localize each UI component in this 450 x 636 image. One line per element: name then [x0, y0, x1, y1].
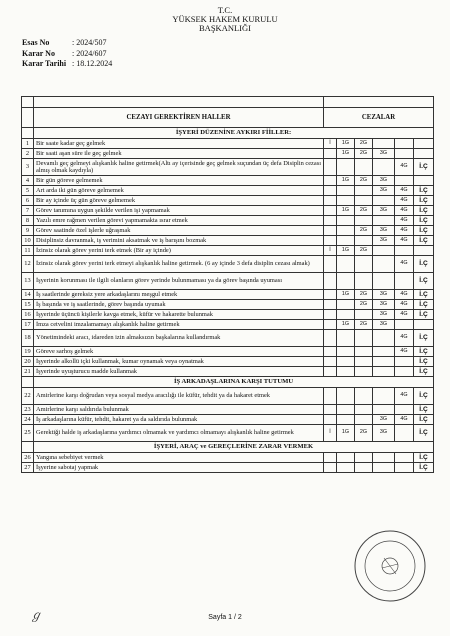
offense-text: İşyerinin korunması ile ilgili olanların görev yerinde bulunmaması ya da görev başında uyuması	[34, 273, 324, 290]
table-row	[22, 415, 434, 425]
penalty-cell: 1G	[337, 246, 355, 256]
row-number: 4	[22, 176, 34, 186]
penalty-cell	[395, 463, 414, 473]
penalty-cell: 4G	[395, 159, 414, 176]
penalty-cell	[324, 196, 337, 206]
offense-text: İş saatlerinde gereksiz yere arkadaşlarını meşgul etmek	[34, 290, 324, 300]
table-row	[22, 196, 434, 206]
penalty-cell	[324, 226, 337, 236]
penalty-cell	[337, 415, 355, 425]
penalty-cell	[337, 226, 355, 236]
official-seal-stamp	[352, 528, 428, 604]
penalty-cell: İ.Ç	[414, 256, 434, 273]
penalty-cell	[337, 196, 355, 206]
penalty-cell	[373, 196, 395, 206]
offense-text: Gerektiği halde iş arkadaşlarına yardımcı olmamak ve yardımcı olmamayı alışkanlık haline getirmek	[34, 425, 324, 442]
penalty-cell: İ.Ç	[414, 367, 434, 377]
penalty-cell	[395, 149, 414, 159]
penalty-cell	[355, 357, 373, 367]
table-row	[22, 186, 434, 196]
penalty-cell	[355, 405, 373, 415]
table-row	[22, 300, 434, 310]
penalty-cell	[337, 388, 355, 405]
penalty-cell	[324, 273, 337, 290]
section-header-row	[22, 128, 434, 139]
penalty-cell: 1G	[337, 206, 355, 216]
penalty-cell: 1G	[337, 139, 355, 149]
penalty-cell: 4G	[395, 206, 414, 216]
penalty-cell: 2G	[355, 226, 373, 236]
penalty-cell	[337, 273, 355, 290]
table-row	[22, 425, 434, 442]
table-row	[22, 357, 434, 367]
table-row	[22, 139, 434, 149]
penalty-cell	[324, 310, 337, 320]
table-row	[22, 246, 434, 256]
meta-karar-value: : 2024/607	[72, 49, 107, 58]
offense-text: Amirlerine karşı doğrudan veya sosyal medya aracılığı ile küfür, tehdit ya da hakaret etmek	[34, 388, 324, 405]
penalty-cell: 4G	[395, 330, 414, 347]
penalty-cell	[337, 216, 355, 226]
penalty-cell: İ	[324, 425, 337, 442]
penalty-cell	[355, 236, 373, 246]
penalty-cell	[324, 256, 337, 273]
row-number: 16	[22, 310, 34, 320]
penalty-cell: İ.Ç	[414, 453, 434, 463]
penalty-cell: 3G	[373, 425, 395, 442]
penalty-cell: 4G	[395, 310, 414, 320]
offense-text: Bir saati aşan süre ile geç gelmek	[34, 149, 324, 159]
penalty-cell: İ.Ç	[414, 236, 434, 246]
page-number: Sayfa 1 / 2	[208, 614, 242, 621]
penalty-cell	[373, 216, 395, 226]
column-header-cezalar: CEZALAR	[324, 108, 434, 128]
penalty-cell: İ.Ç	[414, 405, 434, 415]
penalty-cell: 2G	[355, 176, 373, 186]
penalty-cell	[337, 463, 355, 473]
penalty-cell: İ.Ç	[414, 347, 434, 357]
penalty-cell	[324, 149, 337, 159]
offense-text: Görev saatinde özel işlerle uğraşmak	[34, 226, 324, 236]
penalty-cell	[324, 330, 337, 347]
penalty-cell	[355, 388, 373, 405]
header-institution: YÜKSEK HAKEM KURULU	[172, 14, 278, 24]
penalty-cell	[395, 273, 414, 290]
row-number: 9	[22, 226, 34, 236]
section-header-row	[22, 377, 434, 388]
penalty-cell	[355, 310, 373, 320]
penalty-cell	[355, 216, 373, 226]
penalty-cell	[355, 196, 373, 206]
offense-text: İş arkadaşlarına küfür, tehdit, hakaret ya da saldırıda bulunmak	[34, 415, 324, 425]
penalty-cell: 3G	[373, 300, 395, 310]
offense-text: Art arda iki gün göreve gelmemek	[34, 186, 324, 196]
table-row	[22, 256, 434, 273]
penalty-cell: 2G	[355, 290, 373, 300]
penalty-cell	[324, 300, 337, 310]
penalty-cell: İ.Ç	[414, 330, 434, 347]
penalty-cell: 2G	[355, 320, 373, 330]
penalty-cell	[414, 139, 434, 149]
penalty-cell: 3G	[373, 176, 395, 186]
table-row	[22, 330, 434, 347]
penalty-cell: 1G	[337, 425, 355, 442]
row-number: 22	[22, 388, 34, 405]
penalty-cell	[337, 310, 355, 320]
offense-text: Amirlerine karşı saldırıda bulunmak	[34, 405, 324, 415]
penalty-cell	[373, 367, 395, 377]
table-row	[22, 405, 434, 415]
row-number: 1	[22, 139, 34, 149]
penalty-cell	[324, 347, 337, 357]
meta-karar-label: Karar No	[22, 49, 55, 58]
penalty-cell: 3G	[373, 236, 395, 246]
penalty-cell	[373, 246, 395, 256]
header-department: BAŞKANLIĞI	[199, 23, 251, 33]
meta-esas-value: : 2024/507	[72, 38, 107, 47]
row-number: 21	[22, 367, 34, 377]
row-number: 12	[22, 256, 34, 273]
penalty-cell	[373, 330, 395, 347]
penalty-table	[21, 96, 434, 473]
signature-mark: ℊ	[30, 608, 43, 622]
penalty-cell: İ.Ç	[414, 425, 434, 442]
section-title: İŞ ARKADAŞLARINA KARŞI TUTUMU	[34, 377, 434, 388]
penalty-cell	[373, 139, 395, 149]
penalty-cell	[355, 453, 373, 463]
row-number: 27	[22, 463, 34, 473]
penalty-cell: İ.Ç	[414, 290, 434, 300]
penalty-cell: 3G	[373, 186, 395, 196]
penalty-cell	[395, 176, 414, 186]
penalty-cell	[373, 273, 395, 290]
offense-text: İşyerine sabotaj yapmak	[34, 463, 324, 473]
penalty-cell	[414, 246, 434, 256]
penalty-cell: İ.Ç	[414, 196, 434, 206]
penalty-cell	[324, 236, 337, 246]
table-row	[22, 310, 434, 320]
offense-text: İzinsiz olarak görev yerini terk etmek (Bir ay içinde)	[34, 246, 324, 256]
section-title: İŞYERİ DÜZENİNE AYKIRI FİİLLER:	[34, 128, 434, 139]
column-header-row	[22, 108, 434, 128]
offense-text: İmza cetvelini imzalamamayı alışkanlık haline getirmek	[34, 320, 324, 330]
offense-text: Disiplinsiz davranmak, iş verimini aksatmak ve iş barışını bozmak	[34, 236, 324, 246]
offense-text: Devamlı geç gelmeyi alışkanlık haline getirmek(Altı ay içerisinde geç gelmek suçundan üç defa Disiplin cezası almış olmak kaydıyla)	[34, 159, 324, 176]
penalty-cell	[373, 159, 395, 176]
penalty-cell	[337, 236, 355, 246]
table-row	[22, 236, 434, 246]
penalty-cell: İ	[324, 246, 337, 256]
offense-text: Yazılı emre rağmen verilen görevi yapmamakta ısrar etmek	[34, 216, 324, 226]
row-number: 6	[22, 196, 34, 206]
offense-text: Yangına sebebiyet vermek	[34, 453, 324, 463]
meta-esas-label: Esas No	[22, 38, 50, 47]
table-row	[22, 290, 434, 300]
penalty-cell	[373, 347, 395, 357]
penalty-cell	[324, 320, 337, 330]
row-number: 17	[22, 320, 34, 330]
penalty-cell: 3G	[373, 310, 395, 320]
penalty-cell: 4G	[395, 186, 414, 196]
penalty-cell	[337, 357, 355, 367]
penalty-cell: İ.Ç	[414, 388, 434, 405]
offense-text: Görev tanımına uygun şekilde verilen işi yapmamak	[34, 206, 324, 216]
penalty-cell	[324, 290, 337, 300]
table-row	[22, 463, 434, 473]
penalty-cell: İ.Ç	[414, 216, 434, 226]
penalty-cell: 3G	[373, 320, 395, 330]
penalty-cell: İ.Ç	[414, 226, 434, 236]
penalty-cell	[395, 453, 414, 463]
table-row	[22, 388, 434, 405]
row-number: 19	[22, 347, 34, 357]
penalty-cell	[395, 139, 414, 149]
header-tc: T.C.	[217, 5, 233, 15]
offense-text: Bir ay içinde üç gün göreve gelmemek	[34, 196, 324, 206]
penalty-cell: 4G	[395, 216, 414, 226]
section-header-row	[22, 442, 434, 453]
penalty-cell	[337, 186, 355, 196]
penalty-cell	[355, 273, 373, 290]
table-row	[22, 149, 434, 159]
penalty-cell	[324, 159, 337, 176]
row-number: 25	[22, 425, 34, 442]
penalty-cell: 2G	[355, 206, 373, 216]
row-number: 18	[22, 330, 34, 347]
penalty-cell	[395, 246, 414, 256]
penalty-cell: İ.Ç	[414, 415, 434, 425]
penalty-cell	[355, 415, 373, 425]
row-number: 11	[22, 246, 34, 256]
offense-text: İşyerinde alkollü içki kullanmak, kumar oynamak veya oynatmak	[34, 357, 324, 367]
table-row	[22, 347, 434, 357]
penalty-cell	[324, 405, 337, 415]
penalty-cell: İ	[324, 139, 337, 149]
penalty-cell	[395, 357, 414, 367]
penalty-cell	[355, 330, 373, 347]
penalty-cell	[337, 256, 355, 273]
penalty-cell: 3G	[373, 415, 395, 425]
offense-text: Yönetimindeki aracı, idareden izin almaksızın başkalarına kullandırmak	[34, 330, 324, 347]
column-header-haller: CEZAYI GEREKTİREN HALLER	[34, 108, 324, 128]
penalty-cell: 2G	[355, 300, 373, 310]
row-number: 14	[22, 290, 34, 300]
penalty-cell: 4G	[395, 236, 414, 246]
penalty-cell	[324, 176, 337, 186]
penalty-cell	[355, 186, 373, 196]
row-number: 3	[22, 159, 34, 176]
table-row	[22, 216, 434, 226]
penalty-cell	[395, 367, 414, 377]
offense-text: Göreve sarhoş gelmek	[34, 347, 324, 357]
penalty-cell: 4G	[395, 226, 414, 236]
penalty-cell	[373, 405, 395, 415]
penalty-cell	[337, 330, 355, 347]
penalty-cell	[324, 186, 337, 196]
penalty-cell	[324, 463, 337, 473]
penalty-cell: 1G	[337, 290, 355, 300]
row-number: 13	[22, 273, 34, 290]
penalty-cell	[337, 405, 355, 415]
meta-karar	[22, 49, 106, 59]
penalty-cell	[324, 367, 337, 377]
penalty-cell	[324, 206, 337, 216]
table-row	[22, 367, 434, 377]
penalty-cell: 4G	[395, 196, 414, 206]
penalty-cell	[337, 347, 355, 357]
penalty-cell: İ.Ç	[414, 186, 434, 196]
section-title: İŞYERİ, ARAÇ ve GEREÇLERİNE ZARAR VERMEK	[34, 442, 434, 453]
penalty-cell	[324, 415, 337, 425]
table-row	[22, 320, 434, 330]
penalty-cell	[373, 256, 395, 273]
penalty-cell: 2G	[355, 425, 373, 442]
penalty-cell: İ.Ç	[414, 206, 434, 216]
penalty-cell: 1G	[337, 176, 355, 186]
penalty-cell	[337, 367, 355, 377]
row-number: 8	[22, 216, 34, 226]
penalty-cell	[414, 176, 434, 186]
penalty-cell	[355, 347, 373, 357]
penalty-cell: 3G	[373, 290, 395, 300]
penalty-cell	[414, 320, 434, 330]
penalty-cell	[337, 300, 355, 310]
penalty-cell: 4G	[395, 388, 414, 405]
penalty-cell	[355, 367, 373, 377]
meta-tarih-label: Karar Tarihi	[22, 59, 67, 68]
penalty-cell: 4G	[395, 415, 414, 425]
penalty-cell	[395, 405, 414, 415]
penalty-cell	[324, 388, 337, 405]
penalty-cell: 3G	[373, 226, 395, 236]
table-row	[22, 453, 434, 463]
penalty-cell: 4G	[395, 290, 414, 300]
penalty-cell	[324, 453, 337, 463]
penalty-cell: 2G	[355, 149, 373, 159]
penalty-cell: İ.Ç	[414, 159, 434, 176]
penalty-cell	[324, 216, 337, 226]
penalty-cell: 4G	[395, 347, 414, 357]
row-number: 15	[22, 300, 34, 310]
penalty-cell: İ.Ç	[414, 300, 434, 310]
penalty-cell	[395, 320, 414, 330]
penalty-cell	[373, 463, 395, 473]
penalty-cell	[373, 357, 395, 367]
offense-text: İşyerinde üçüncü kişilerle kavga etmek, küfür ve hakarette bulunmak	[34, 310, 324, 320]
offense-text: Bir gün göreve gelmemek	[34, 176, 324, 186]
penalty-cell: 4G	[395, 256, 414, 273]
penalty-cell: İ.Ç	[414, 273, 434, 290]
row-number: 7	[22, 206, 34, 216]
penalty-cell: İ.Ç	[414, 357, 434, 367]
table-row	[22, 226, 434, 236]
table-row	[22, 176, 434, 186]
penalty-cell: İ.Ç	[414, 310, 434, 320]
offense-text: İş başında ve iş saatlerinde, görev başında uyumak	[34, 300, 324, 310]
row-number: 26	[22, 453, 34, 463]
offense-text: İşyerinde uyuşturucu madde kullanmak	[34, 367, 324, 377]
penalty-cell: 1G	[337, 320, 355, 330]
header-spacer-row	[22, 97, 434, 108]
table-row	[22, 159, 434, 176]
penalty-cell: 2G	[355, 139, 373, 149]
row-number: 24	[22, 415, 34, 425]
row-number: 10	[22, 236, 34, 246]
penalty-cell	[355, 256, 373, 273]
penalty-cell	[373, 453, 395, 463]
penalty-cell	[337, 159, 355, 176]
penalty-cell: 2G	[355, 246, 373, 256]
offense-text: Bir saate kadar geç gelmek	[34, 139, 324, 149]
table-row	[22, 206, 434, 216]
penalty-cell: 3G	[373, 206, 395, 216]
penalty-cell: 3G	[373, 149, 395, 159]
meta-esas	[22, 38, 106, 48]
offense-text: İzinsiz olarak görev yerini terk etmeyi alışkanlık haline getirmek. (6 ay içinde 3 defa disiplin cezası almak)	[34, 256, 324, 273]
meta-tarih-value: : 18.12.2024	[72, 59, 113, 68]
row-number: 23	[22, 405, 34, 415]
penalty-cell	[324, 357, 337, 367]
penalty-cell	[395, 425, 414, 442]
penalty-cell	[355, 159, 373, 176]
table-row	[22, 273, 434, 290]
row-number: 2	[22, 149, 34, 159]
penalty-cell	[414, 149, 434, 159]
penalty-cell	[373, 388, 395, 405]
meta-tarih	[22, 59, 112, 69]
row-number: 5	[22, 186, 34, 196]
penalty-cell: 1G	[337, 149, 355, 159]
penalty-cell: 4G	[395, 300, 414, 310]
penalty-cell	[355, 463, 373, 473]
penalty-cell	[337, 453, 355, 463]
row-number: 20	[22, 357, 34, 367]
penalty-cell: İ.Ç	[414, 463, 434, 473]
